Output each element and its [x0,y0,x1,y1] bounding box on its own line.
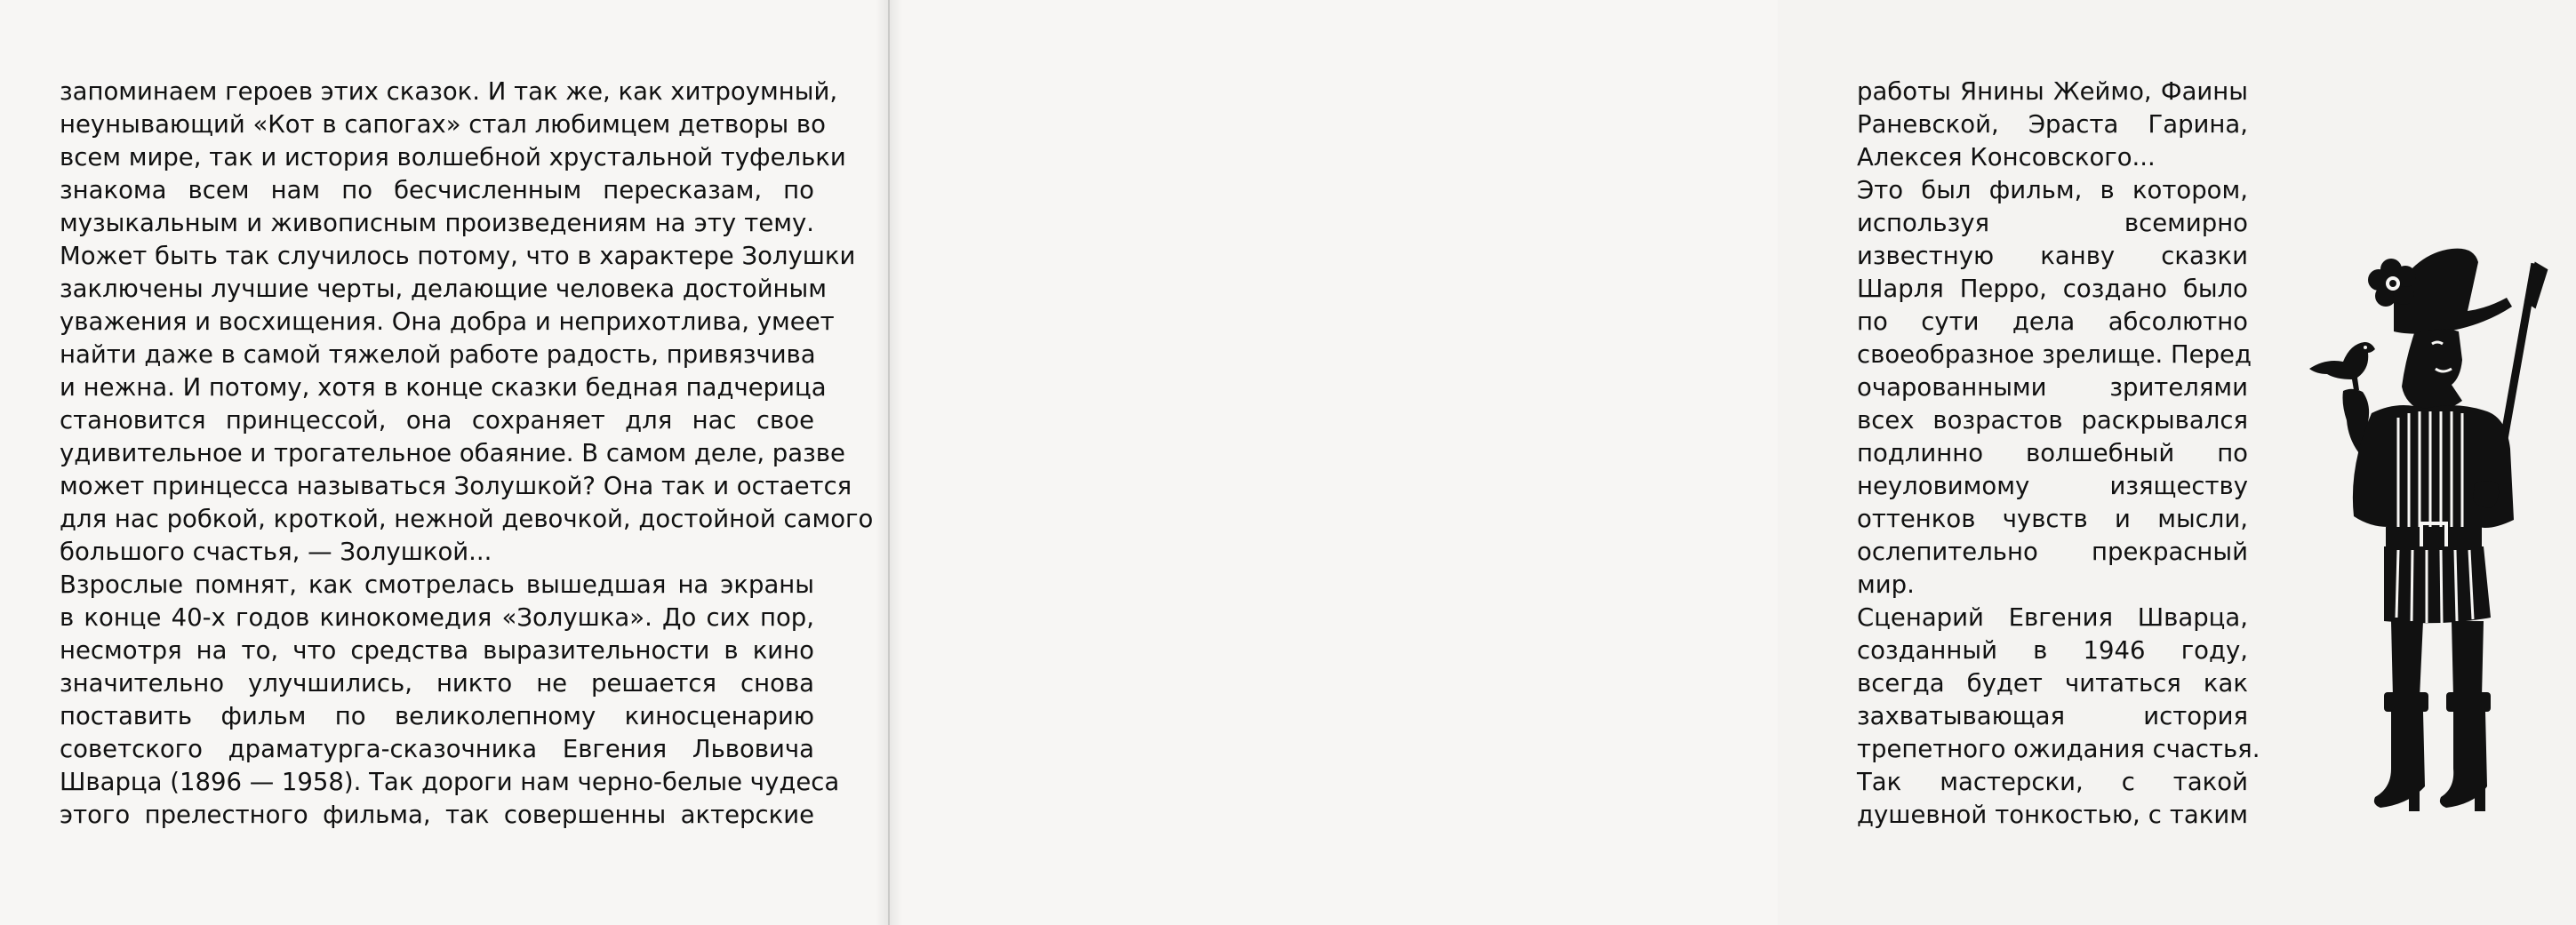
left-line: несмотря на то, что средства выразительности в кино [60,636,814,665]
left-page-text [60,76,874,832]
left-line: неунывающий «Кот в сапогах» стал любимцем детворы во [60,110,826,139]
right-line: ослепительно прекрасный [1857,538,2248,566]
right-line: работы Янины Жеймо, Фаины [1857,77,2248,106]
right-line: используя всемирно [1857,209,2248,237]
left-line: Шварца (1896 — 1958). Так дороги нам черно-белые чудеса [60,768,840,796]
belt-shape [2386,527,2482,546]
right-line: мир. [1857,570,1915,599]
left-line: музыкальным и живописным произведениям на эту тему. [60,209,814,237]
right-line: известную канву сказки [1857,242,2248,270]
right-line: оттенков чувств и мысли, [1857,505,2248,533]
left-line: уважения и восхищения. Она добра и неприхотлива, умеет [60,307,835,336]
right-line: всегда будет читаться как [1857,669,2248,698]
hunter-with-bird-silhouette-icon [2309,244,2576,831]
right-page-text [1857,76,2260,832]
bird-shape [2309,342,2375,390]
right-line: Раневской, Эраста Гарина, [1857,110,2248,139]
left-page [0,0,889,925]
left-line: в конце 40-х годов кинокомедия «Золушка». До сих пор, [60,603,814,632]
left-line: для нас робкой, кроткой, нежной девочкой, достойной самого [60,505,874,533]
right-line: трепетного ожидания счастья. [1857,735,2260,763]
right-line: по сути дела абсолютно [1857,307,2248,336]
right-line: своеобразное зрелище. Перед [1857,340,2252,369]
right-line: Алексея Консовского... [1857,143,2156,171]
hat-flower-icon [2368,259,2416,307]
left-line: этого прелестного фильма, так совершенны актерские [60,801,814,829]
left-line: значительно улучшились, никто не решается снова [60,669,814,698]
right-line: Это был фильм, в котором, [1857,176,2248,204]
left-line: удивительное и трогательное обаяние. В самом деле, разве [60,439,845,467]
right-line: Так мастерски, с такой [1857,768,2248,796]
right-line: созданный в 1946 году, [1857,636,2248,665]
left-line: всем мире, так и история волшебной хрустальной туфельки [60,143,846,171]
right-line: Шарля Перро, создано было [1857,275,2248,303]
left-line: большого счастья, — Золушкой... [60,538,492,566]
right-line: всех возрастов раскрывался [1857,406,2248,435]
left-line: и нежна. И потому, хотя в конце сказки бедная падчерица [60,373,827,402]
right-page [889,0,2260,925]
face-shape [2402,329,2462,411]
right-leg-shape [2452,621,2484,698]
hand-shape [2473,481,2499,507]
left-line: Может быть так случилось потому, что в характере Золушки [60,242,856,270]
left-line: становится принцессой, она сохраняет для нас свое [60,406,814,435]
right-line: Сценарий Евгения Шварца, [1857,603,2248,632]
right-line: захватывающая история [1857,702,2248,730]
left-line: может принцесса называться Золушкой? Она так и остается [60,472,852,500]
right-line: подлинно волшебный по [1857,439,2248,467]
left-leg-shape [2391,621,2423,698]
left-line: запоминаем героев этих сказок. И так же, как хитроумный, [60,77,838,106]
left-line: знакома всем нам по бесчисленным пересказам, по [60,176,814,204]
left-line: Взрослые помнят, как смотрелась вышедшая на экраны [60,570,814,599]
left-line: поставить фильм по великолепному киносценарию [60,702,814,730]
right-line: душевной тонкостью, с таким [1857,801,2248,829]
book-spine-fold [888,0,890,925]
left-line: заключены лучшие черты, делающие человека достойным [60,275,828,303]
right-line: очарованными зрителями [1857,373,2248,402]
right-line: неуловимому изяществу [1857,472,2248,500]
left-line: советского драматурга-сказочника Евгения Львовича [60,735,814,763]
left-line: найти даже в самой тяжелой работе радость, привязчива [60,340,816,369]
